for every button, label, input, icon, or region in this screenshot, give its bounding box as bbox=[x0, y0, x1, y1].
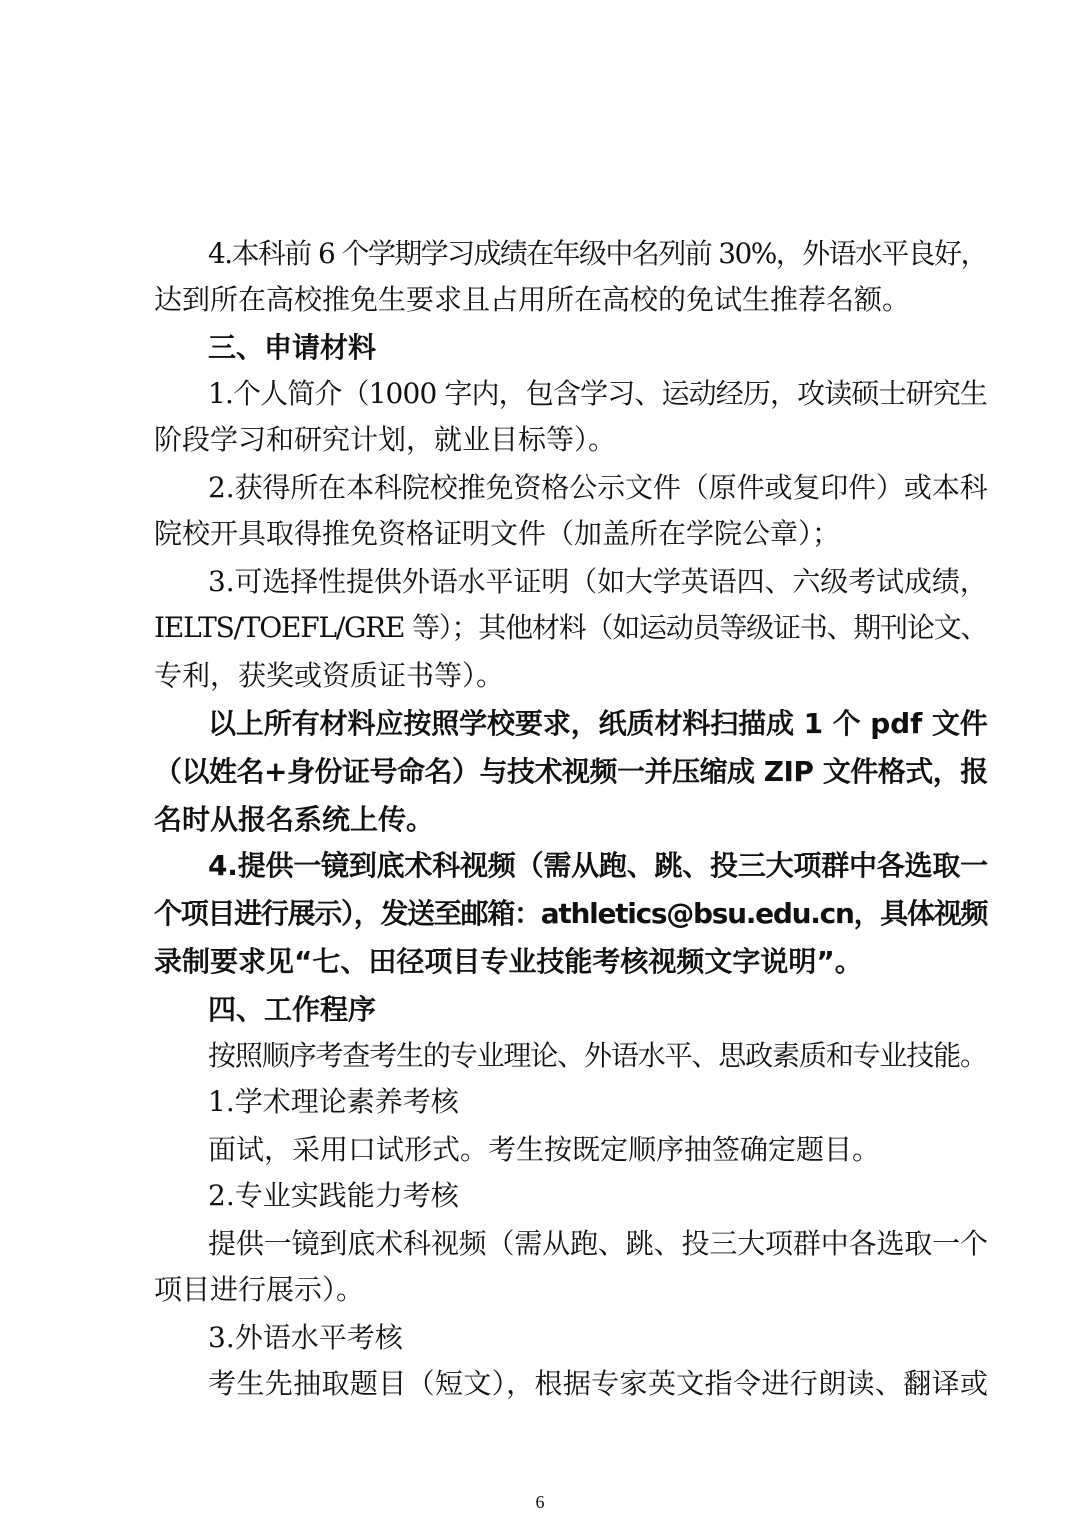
bold-paragraph-line: 个项目进行展示），发送至邮箱：athletics@bsu.edu.cn，具体视频 bbox=[154, 897, 988, 930]
paragraph-line: 院校开具取得推免资格证明文件（加盖所在学院公章）； bbox=[154, 517, 841, 550]
paragraph-line: 考生先抽取题目（短文），根据专家英文指令进行朗读、翻译或 bbox=[208, 1367, 989, 1400]
paragraph-line: 按照顺序考查考生的专业理论、外语水平、思政素质和专业技能。 bbox=[208, 1039, 987, 1072]
section-heading: 四、工作程序 bbox=[208, 993, 377, 1026]
paragraph-line: 阶段学习和研究计划，就业目标等）。 bbox=[154, 423, 617, 456]
bold-paragraph-line: 以上所有材料应按照学校要求，纸质材料扫描成 1 个 pdf 文件 bbox=[208, 707, 988, 740]
paragraph-line: 提供一镜到底术科视频（需从跑、跳、投三大项群中各选取一个 bbox=[208, 1227, 988, 1260]
bold-paragraph-line: （以姓名+身份证号命名）与技术视频一并压缩成 ZIP 文件格式，报 bbox=[154, 755, 988, 788]
bold-paragraph-line: 名时从报名系统上传。 bbox=[154, 803, 435, 836]
subsection-heading: 1.学术理论素养考核 bbox=[208, 1085, 459, 1118]
paragraph-line: 达到所在高校推免生要求且占用所在高校的免试生推荐名额。 bbox=[154, 283, 911, 316]
subsection-heading: 3.外语水平考核 bbox=[208, 1321, 403, 1354]
paragraph-line: IELTS/TOEFL/GRE 等）；其他材料（如运动员等级证书、期刊论文、 bbox=[154, 611, 988, 644]
page-number: 6 bbox=[535, 1492, 545, 1512]
paragraph-line: 项目进行展示）。 bbox=[154, 1273, 365, 1306]
paragraph-line: 面试，采用口试形式。考生按既定顺序抽签确定题目。 bbox=[208, 1133, 881, 1166]
paragraph-line: 2.获得所在本科院校推免资格公示文件（原件或复印件）或本科 bbox=[208, 471, 988, 504]
bold-paragraph-line: 4.提供一镜到底术科视频（需从跑、跳、投三大项群中各选取一 bbox=[208, 849, 988, 882]
section-heading: 三、申请材料 bbox=[208, 331, 377, 364]
subsection-heading: 2.专业实践能力考核 bbox=[208, 1179, 459, 1212]
paragraph-line: 专利，获奖或资质证书等）。 bbox=[154, 659, 505, 692]
bold-paragraph-line: 录制要求见“七、田径项目专业技能考核视频文字说明”。 bbox=[154, 945, 863, 978]
paragraph-line: 4.本科前 6 个学期学习成绩在年级中名列前 30%，外语水平良好， bbox=[208, 237, 987, 270]
paragraph-line: 3.可选择性提供外语水平证明（如大学英语四、六级考试成绩， bbox=[208, 565, 988, 598]
paragraph-line: 1.个人简介（1000 字内，包含学习、运动经历，攻读硕士研究生 bbox=[208, 377, 988, 410]
